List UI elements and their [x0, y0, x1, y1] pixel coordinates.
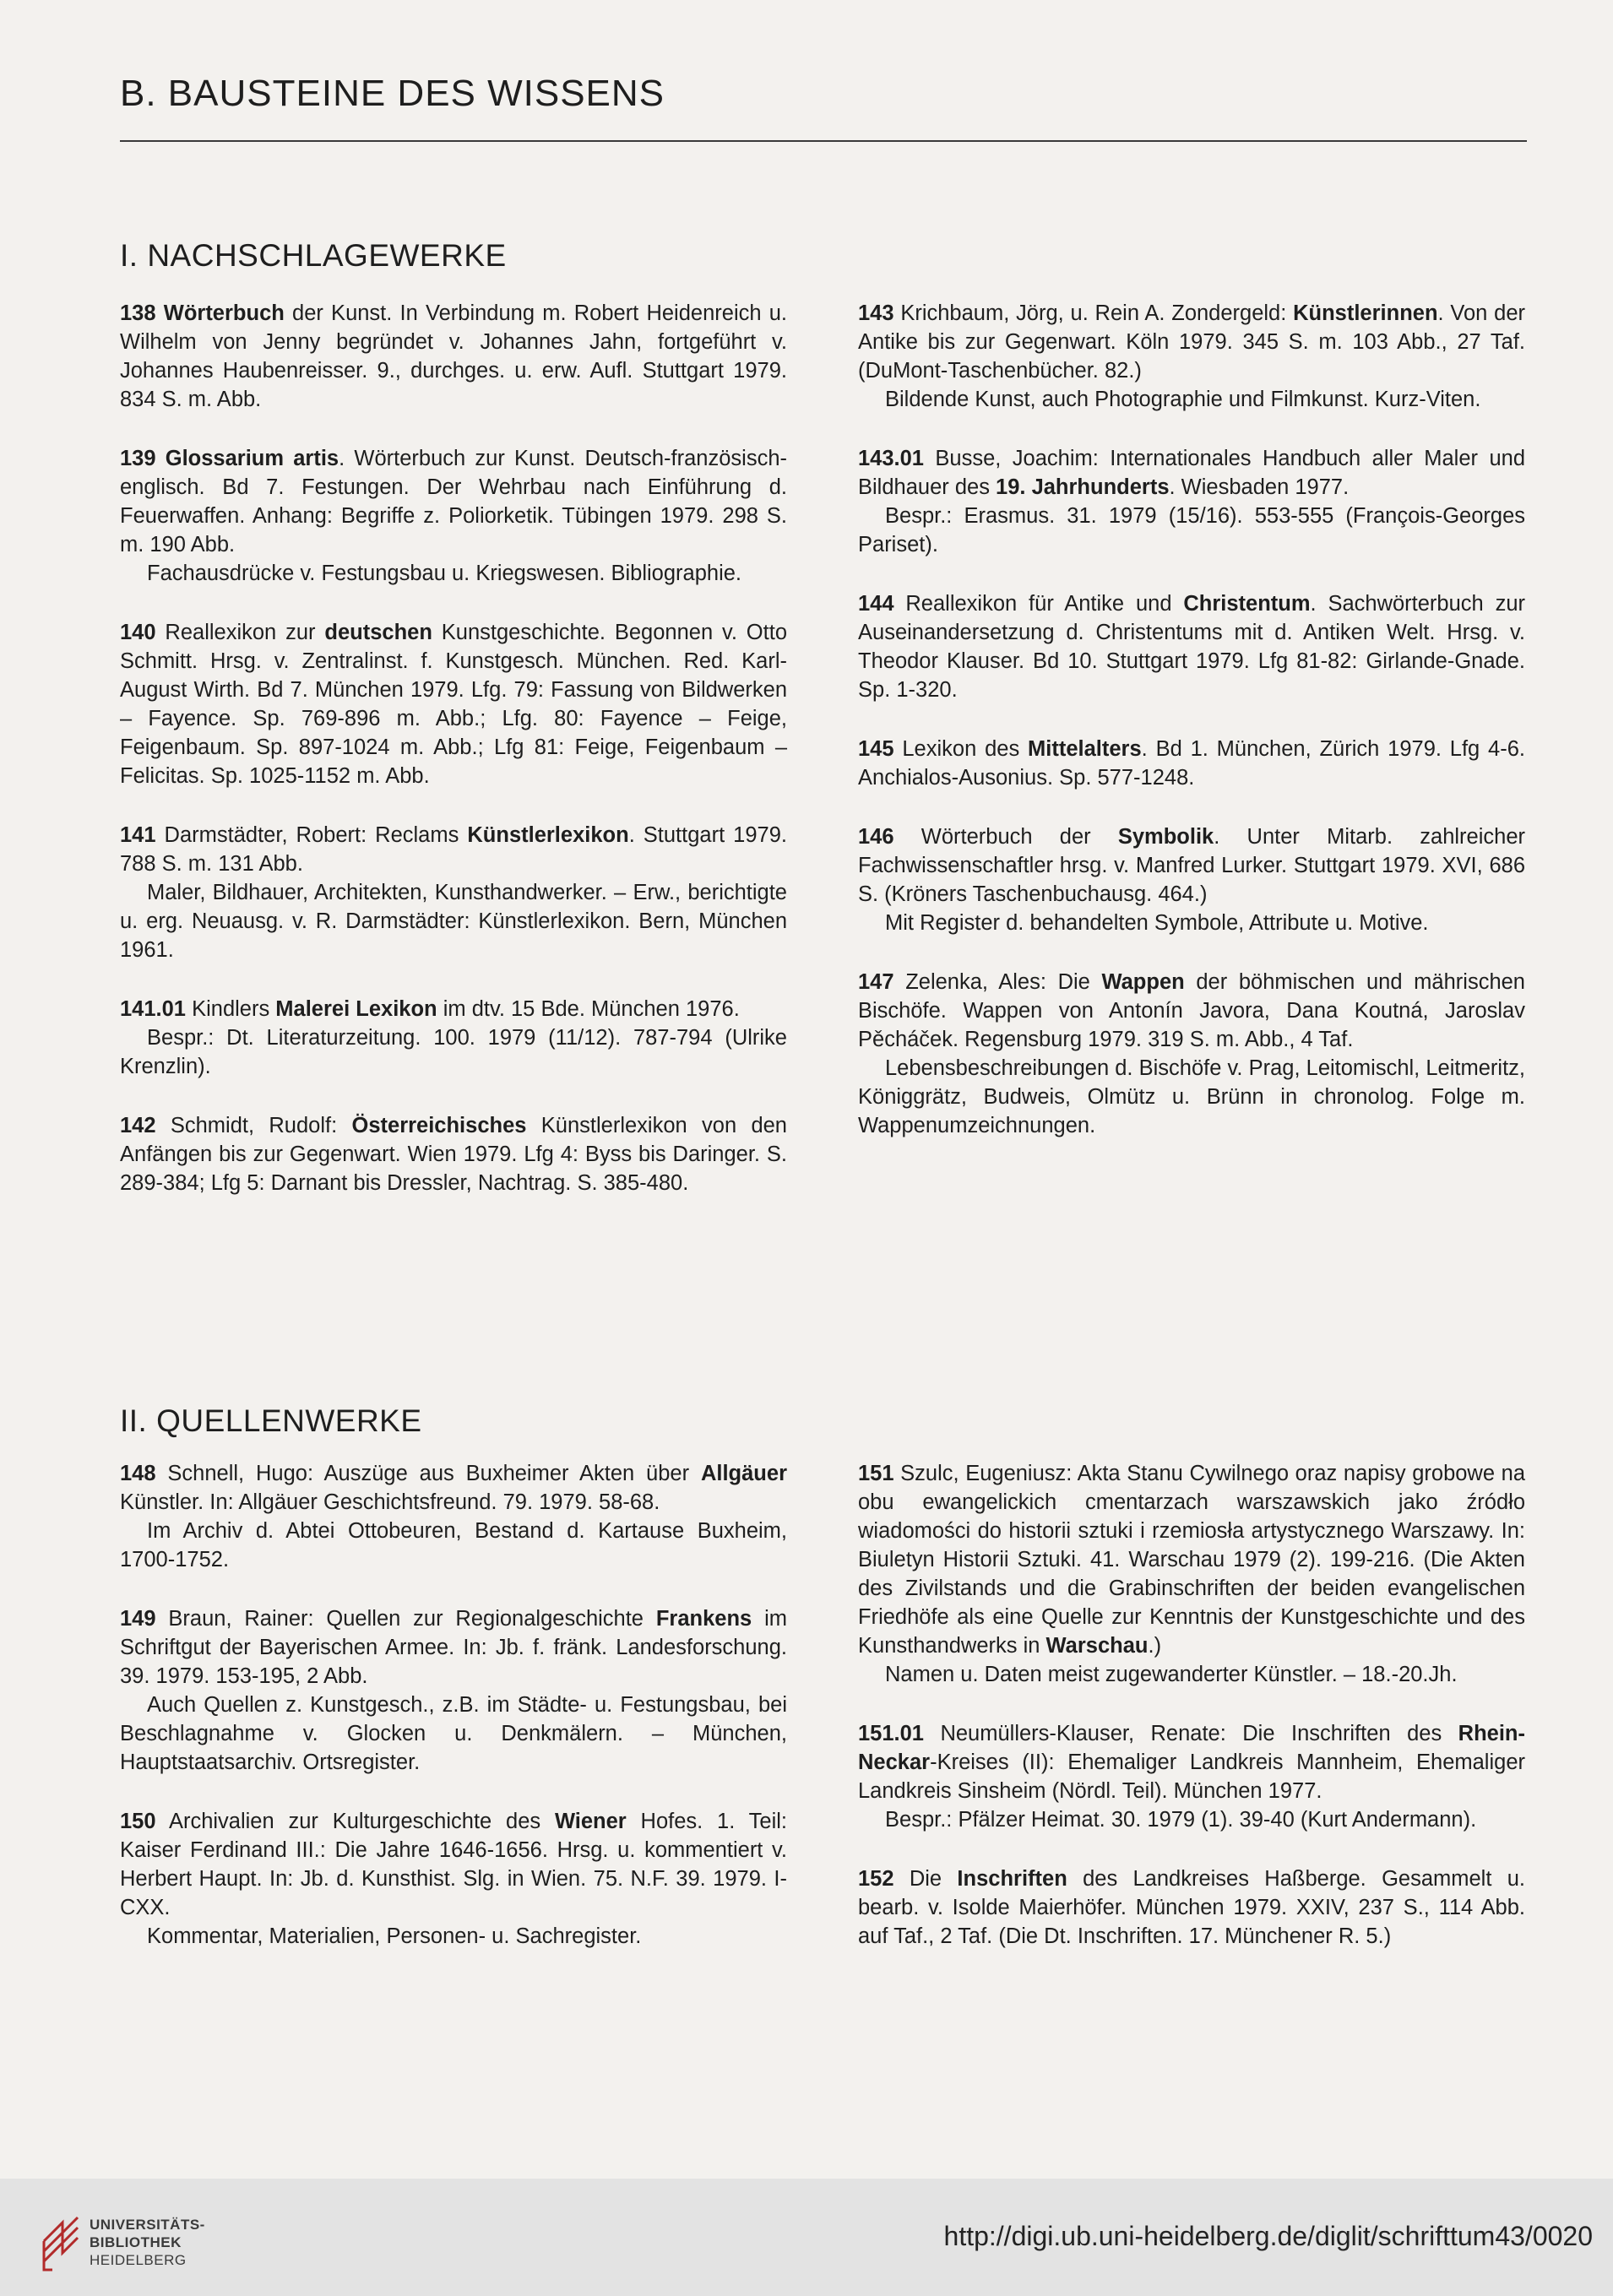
- entry-text-after: . Unter Mitarb. zahlreicher Fachwissenschaftler hrsg. v. Manfred Lurker. Stuttgart 1979. XVI, 686 S. (Kröners Taschenbuchausg. 464.): [858, 825, 1525, 906]
- entry-number: 148: [120, 1462, 156, 1485]
- entry-number: 142: [120, 1114, 156, 1137]
- entry-annotation: Kommentar, Materialien, Personen- u. Sachregister.: [147, 1924, 642, 1948]
- section-heading-quellenwerke: II. QUELLENWERKE: [120, 1403, 422, 1438]
- entry-text-after: . Von der Antike bis zur Gegenwart. Köln 1979. 345 S. m. 103 Abb., 27 Taf. (DuMont-Taschenbücher. 82.): [858, 301, 1525, 383]
- entry-text-after: im dtv. 15 Bde. München 1976.: [437, 997, 740, 1021]
- entry-keyword: Christentum: [1183, 592, 1311, 616]
- bibliography-entry: [858, 1459, 1525, 1689]
- entry-number: 139: [120, 447, 156, 470]
- column-left-section2: [120, 1459, 787, 1981]
- library-name-line3: HEIDELBERG: [90, 2252, 187, 2268]
- entry-number: 143.01: [858, 447, 924, 470]
- entry-number: 143: [858, 301, 894, 325]
- entry-text-after: Künstlerlexikon von den Anfängen bis zur Gegenwart. Wien 1979. Lfg 4: Byss bis Daringer. S. 289-384; Lfg 5: Darnant bis Dressler, Nachtrag. S. 385-480.: [120, 1114, 787, 1195]
- entry-keyword: Rhein-Neckar: [858, 1722, 1525, 1774]
- entry-annotation: Auch Quellen z. Kunstgesch., z.B. im Städte- u. Festungsbau, bei Beschlagnahme v. Glocken u. Denkmälern. – München, Hauptstaatsarchiv. Ortsregister.: [120, 1693, 787, 1774]
- bibliography-entry: [120, 1111, 787, 1197]
- entry-keyword: Malerei Lexikon: [275, 997, 437, 1021]
- library-name: [90, 2216, 205, 2269]
- entry-number: 138: [120, 301, 156, 325]
- entry-citation: [858, 1459, 1525, 1660]
- bibliography-entry: [858, 1864, 1525, 1951]
- entry-text-after: -Kreises (II): Ehemaliger Landkreis Mannheim, Ehemaliger Landkreis Sinsheim (Nördl. Teil). München 1977.: [858, 1750, 1525, 1803]
- digitization-footer: [0, 2179, 1613, 2296]
- entry-citation: [120, 821, 787, 878]
- entry-text-before: Reallexikon zur: [155, 621, 325, 644]
- entry-citation: [120, 1807, 787, 1922]
- entry-keyword: Wörterbuch: [163, 301, 285, 325]
- bibliography-entry: [858, 589, 1525, 704]
- entry-citation: [120, 1111, 787, 1197]
- entry-number: 146: [858, 825, 894, 849]
- entry-citation: [858, 1719, 1525, 1805]
- entry-text-after: im Schriftgut der Bayerischen Armee. In: Jb. f. fränk. Landesforschung. 39. 1979. 153-195, 2 Abb.: [120, 1607, 787, 1688]
- entry-citation: [120, 299, 787, 414]
- entry-keyword: Inschriften: [957, 1867, 1067, 1891]
- entry-text-before: Schmidt, Rudolf:: [155, 1114, 352, 1137]
- library-name-line2: BIBLIOTHEK: [90, 2234, 182, 2250]
- bibliography-entry: [120, 444, 787, 588]
- entry-keyword: Österreichisches: [351, 1114, 527, 1137]
- entry-text-before: Schnell, Hugo: Auszüge aus Buxheimer Akten über: [155, 1462, 701, 1485]
- entry-annotation: Bespr.: Dt. Literaturzeitung. 100. 1979 (11/12). 787-794 (Ulrike Krenzlin).: [120, 1026, 787, 1078]
- entry-text-after: . Wiesbaden 1977.: [1169, 475, 1350, 499]
- entry-number: 141: [120, 823, 156, 847]
- entry-number: 151: [858, 1462, 894, 1485]
- entry-number: 144: [858, 592, 894, 616]
- ub-heidelberg-logo-icon: [37, 2207, 96, 2275]
- entry-citation: [120, 1459, 787, 1517]
- entry-citation: [120, 1604, 787, 1691]
- entry-annotation: Fachausdrücke v. Festungsbau u. Kriegswesen. Bibliographie.: [147, 562, 742, 585]
- bibliography-entry: [120, 1604, 787, 1777]
- entry-citation: [858, 735, 1525, 792]
- entry-text-before: Archivalien zur Kulturgeschichte des: [155, 1810, 555, 1833]
- entry-number: 151.01: [858, 1722, 924, 1745]
- entry-text-after: .): [1148, 1634, 1162, 1658]
- entry-keyword: Glossarium artis: [165, 447, 339, 470]
- entry-text-before: Reallexikon für Antike und: [893, 592, 1184, 616]
- entry-number: 140: [120, 621, 156, 644]
- entry-annotation: Maler, Bildhauer, Architekten, Kunsthandwerker. – Erw., berichtigte u. erg. Neuausg. v. R. Darmstädter: Künstlerlexikon. Bern, München 1961.: [120, 881, 787, 962]
- entry-citation: [858, 822, 1525, 909]
- entry-text-after: Hofes. 1. Teil: Kaiser Ferdinand III.: Die Jahre 1646-1656. Hrsg. u. kommentiert v. Herbert Haupt. In: Jb. d. Kunsthist. Slg. in Wien. 75. N.F. 39. 1979. I-CXX.: [120, 1810, 787, 1919]
- entry-text-after: . Bd 1. München, Zürich 1979. Lfg 4-6. Anchialos-Ausonius. Sp. 577-1248.: [858, 737, 1525, 790]
- entry-keyword: Symbolik: [1117, 825, 1214, 849]
- bibliography-entry: [858, 444, 1525, 559]
- entry-text-after: . Wörterbuch zur Kunst. Deutsch-französisch-englisch. Bd 7. Festungen. Der Wehrbau nach Einführung d. Feuerwaffen. Anhang: Begriffe z. Poliorketik. Tübingen 1979. 298 S. m. 190 Abb.: [120, 447, 788, 556]
- bibliography-entry: [858, 822, 1525, 937]
- entry-text-before: Die: [893, 1867, 958, 1891]
- entry-citation: [858, 299, 1525, 385]
- entry-text-before: Darmstädter, Robert: Reclams: [155, 823, 468, 847]
- library-name-line1: UNIVERSITÄTS-: [90, 2217, 205, 2233]
- bibliography-entry: [120, 618, 787, 790]
- entry-text-before: Neumüllers-Klauser, Renate: Die Inschriften des: [924, 1722, 1458, 1745]
- bibliography-entry: [120, 1807, 787, 1951]
- entry-text-before: Szulc, Eugeniusz: Akta Stanu Cywilnego oraz napisy grobowe na obu ewangelickich cmentarzach warszawskich jako źródło wiadomości do historii sztuki i rzemiosła artystycznego Warszawy. In: Biuletyn Historii Sztuki. 41. Warschau 1979 (2). 199-216. (Die Akten des Zivilstands und die Grabinschriften der beiden evangelischen Friedhöfe als eine Quelle zur Kenntnis der Kunstgeschichte und des Kunsthandwerks in: [858, 1462, 1525, 1658]
- bibliography-entry: [120, 995, 787, 1081]
- entry-citation: [120, 444, 787, 559]
- entry-annotation: Bespr.: Pfälzer Heimat. 30. 1979 (1). 39-40 (Kurt Andermann).: [885, 1808, 1477, 1832]
- section-heading-nachschlagewerke: I. NACHSCHLAGEWERKE: [120, 238, 507, 273]
- entry-citation: [120, 618, 787, 790]
- entry-annotation: Lebensbeschreibungen d. Bischöfe v. Prag, Leitomischl, Leitmeritz, Königgrätz, Budweis, Olmütz u. Brünn in chronolog. Folge m. Wappenumzeichnungen.: [858, 1056, 1525, 1137]
- entry-text-before: [156, 447, 166, 470]
- bibliography-entry: [858, 735, 1525, 792]
- bibliography-entry: [120, 299, 787, 414]
- entry-text-before: Krichbaum, Jörg, u. Rein A. Zondergeld:: [893, 301, 1294, 325]
- entry-number: 152: [858, 1867, 894, 1891]
- entry-text-before: Zelenka, Ales: Die: [893, 970, 1102, 994]
- entry-text-before: Lexikon des: [893, 737, 1029, 761]
- column-left-section1: [120, 299, 787, 1228]
- entry-keyword: Warschau: [1045, 1634, 1149, 1658]
- entry-number: 149: [120, 1607, 156, 1631]
- entry-text-before: Wörterbuch der: [893, 825, 1118, 849]
- entry-number: 141.01: [120, 997, 186, 1021]
- entry-citation: [120, 995, 787, 1023]
- bibliography-entry: [858, 299, 1525, 414]
- entry-keyword: Wappen: [1101, 970, 1185, 994]
- entry-keyword: Künstlerinnen: [1293, 301, 1438, 325]
- chapter-title: B. BAUSTEINE DES WISSENS: [120, 73, 665, 114]
- bibliography-entry: [120, 1459, 787, 1574]
- entry-keyword: Mittelalters: [1028, 737, 1142, 761]
- entry-citation: [858, 968, 1525, 1054]
- title-rule: [120, 140, 1527, 142]
- source-url-link[interactable]: http://digi.ub.uni-heidelberg.de/diglit/schrifttum43/0020: [943, 2221, 1593, 2251]
- entry-number: 150: [120, 1810, 156, 1833]
- bibliography-entry: [858, 968, 1525, 1140]
- entry-number: 147: [858, 970, 894, 994]
- entry-annotation: Bespr.: Erasmus. 31. 1979 (15/16). 553-555 (François-Georges Pariset).: [858, 504, 1525, 556]
- entry-citation: [858, 589, 1525, 704]
- entry-number: 145: [858, 737, 894, 761]
- bibliography-entry: [858, 1719, 1525, 1834]
- entry-keyword: 19. Jahrhunderts: [996, 475, 1170, 499]
- column-right-section2: [858, 1459, 1525, 1981]
- entry-text-after: Künstler. In: Allgäuer Geschichtsfreund. 79. 1979. 58-68.: [120, 1490, 660, 1514]
- entry-annotation: Mit Register d. behandelten Symbole, Attribute u. Motive.: [885, 911, 1429, 935]
- entry-citation: [858, 444, 1525, 502]
- entry-text-after: der Kunst. In Verbindung m. Robert Heidenreich u. Wilhelm von Jenny begründet v. Johannes Jahn, fortgeführt v. Johannes Haubenreisser. 9., durchges. u. erw. Aufl. Stuttgart 1979. 834 S. m. Abb.: [120, 301, 787, 411]
- entry-keyword: Allgäuer: [700, 1462, 787, 1485]
- entry-text-before: Busse, Joachim: Internationales Handbuch aller Maler und Bildhauer des: [858, 447, 1525, 499]
- entry-text-after: Kunstgeschichte. Begonnen v. Otto Schmitt. Hrsg. v. Zentralinst. f. Kunstgesch. München. Red. Karl-August Wirth. Bd 7. München 1979. Lfg. 79: Fassung von Bildwerken – Fayence. Sp. 769-896 m. Abb.; Lfg. 80: Fayence – Feige, Feigenbaum. Sp. 897-1024 m. Abb.; Lfg 81: Feige, Feigenbaum – Felicitas. Sp. 1025-1152 m. Abb.: [120, 621, 787, 788]
- entry-text-before: Braun, Rainer: Quellen zur Regionalgeschichte: [155, 1607, 656, 1631]
- entry-keyword: Wiener: [554, 1810, 627, 1833]
- entry-text-before: [156, 301, 164, 325]
- entry-text-before: Kindlers: [186, 997, 276, 1021]
- entry-keyword: deutschen: [324, 621, 432, 644]
- entry-text-after: . Sachwörterbuch zur Auseinandersetzung d. Christentums mit d. Antiken Welt. Hrsg. v. Theodor Klauser. Bd 10. Stuttgart 1979. Lfg 81-82: Girlande-Gnade. Sp. 1-320.: [858, 592, 1525, 702]
- entry-citation: [858, 1864, 1525, 1951]
- entry-keyword: Künstlerlexikon: [467, 823, 629, 847]
- entry-text-after: der böhmischen und mährischen Bischöfe. Wappen von Antonín Javora, Dana Koutná, Jaroslav Pěcháček. Regensburg 1979. 319 S. m. Abb., 4 Taf.: [858, 970, 1525, 1051]
- entry-annotation: Im Archiv d. Abtei Ottobeuren, Bestand d. Kartause Buxheim, 1700-1752.: [120, 1519, 787, 1571]
- entry-annotation: Bildende Kunst, auch Photographie und Filmkunst. Kurz-Viten.: [885, 388, 1481, 411]
- bibliography-entry: [120, 821, 787, 964]
- entry-keyword: Frankens: [655, 1607, 752, 1631]
- entry-text-after: . Stuttgart 1979. 788 S. m. 131 Abb.: [120, 823, 787, 876]
- column-right-section1: [858, 299, 1525, 1170]
- entry-annotation: Namen u. Daten meist zugewanderter Künstler. – 18.-20.Jh.: [885, 1663, 1458, 1686]
- entry-text-after: des Landkreises Haßberge. Gesammelt u. bearb. v. Isolde Maierhöfer. München 1979. XXIV, 237 S., 114 Abb. auf Taf., 2 Taf. (Die Dt. Inschriften. 17. Münchener R. 5.): [858, 1867, 1525, 1948]
